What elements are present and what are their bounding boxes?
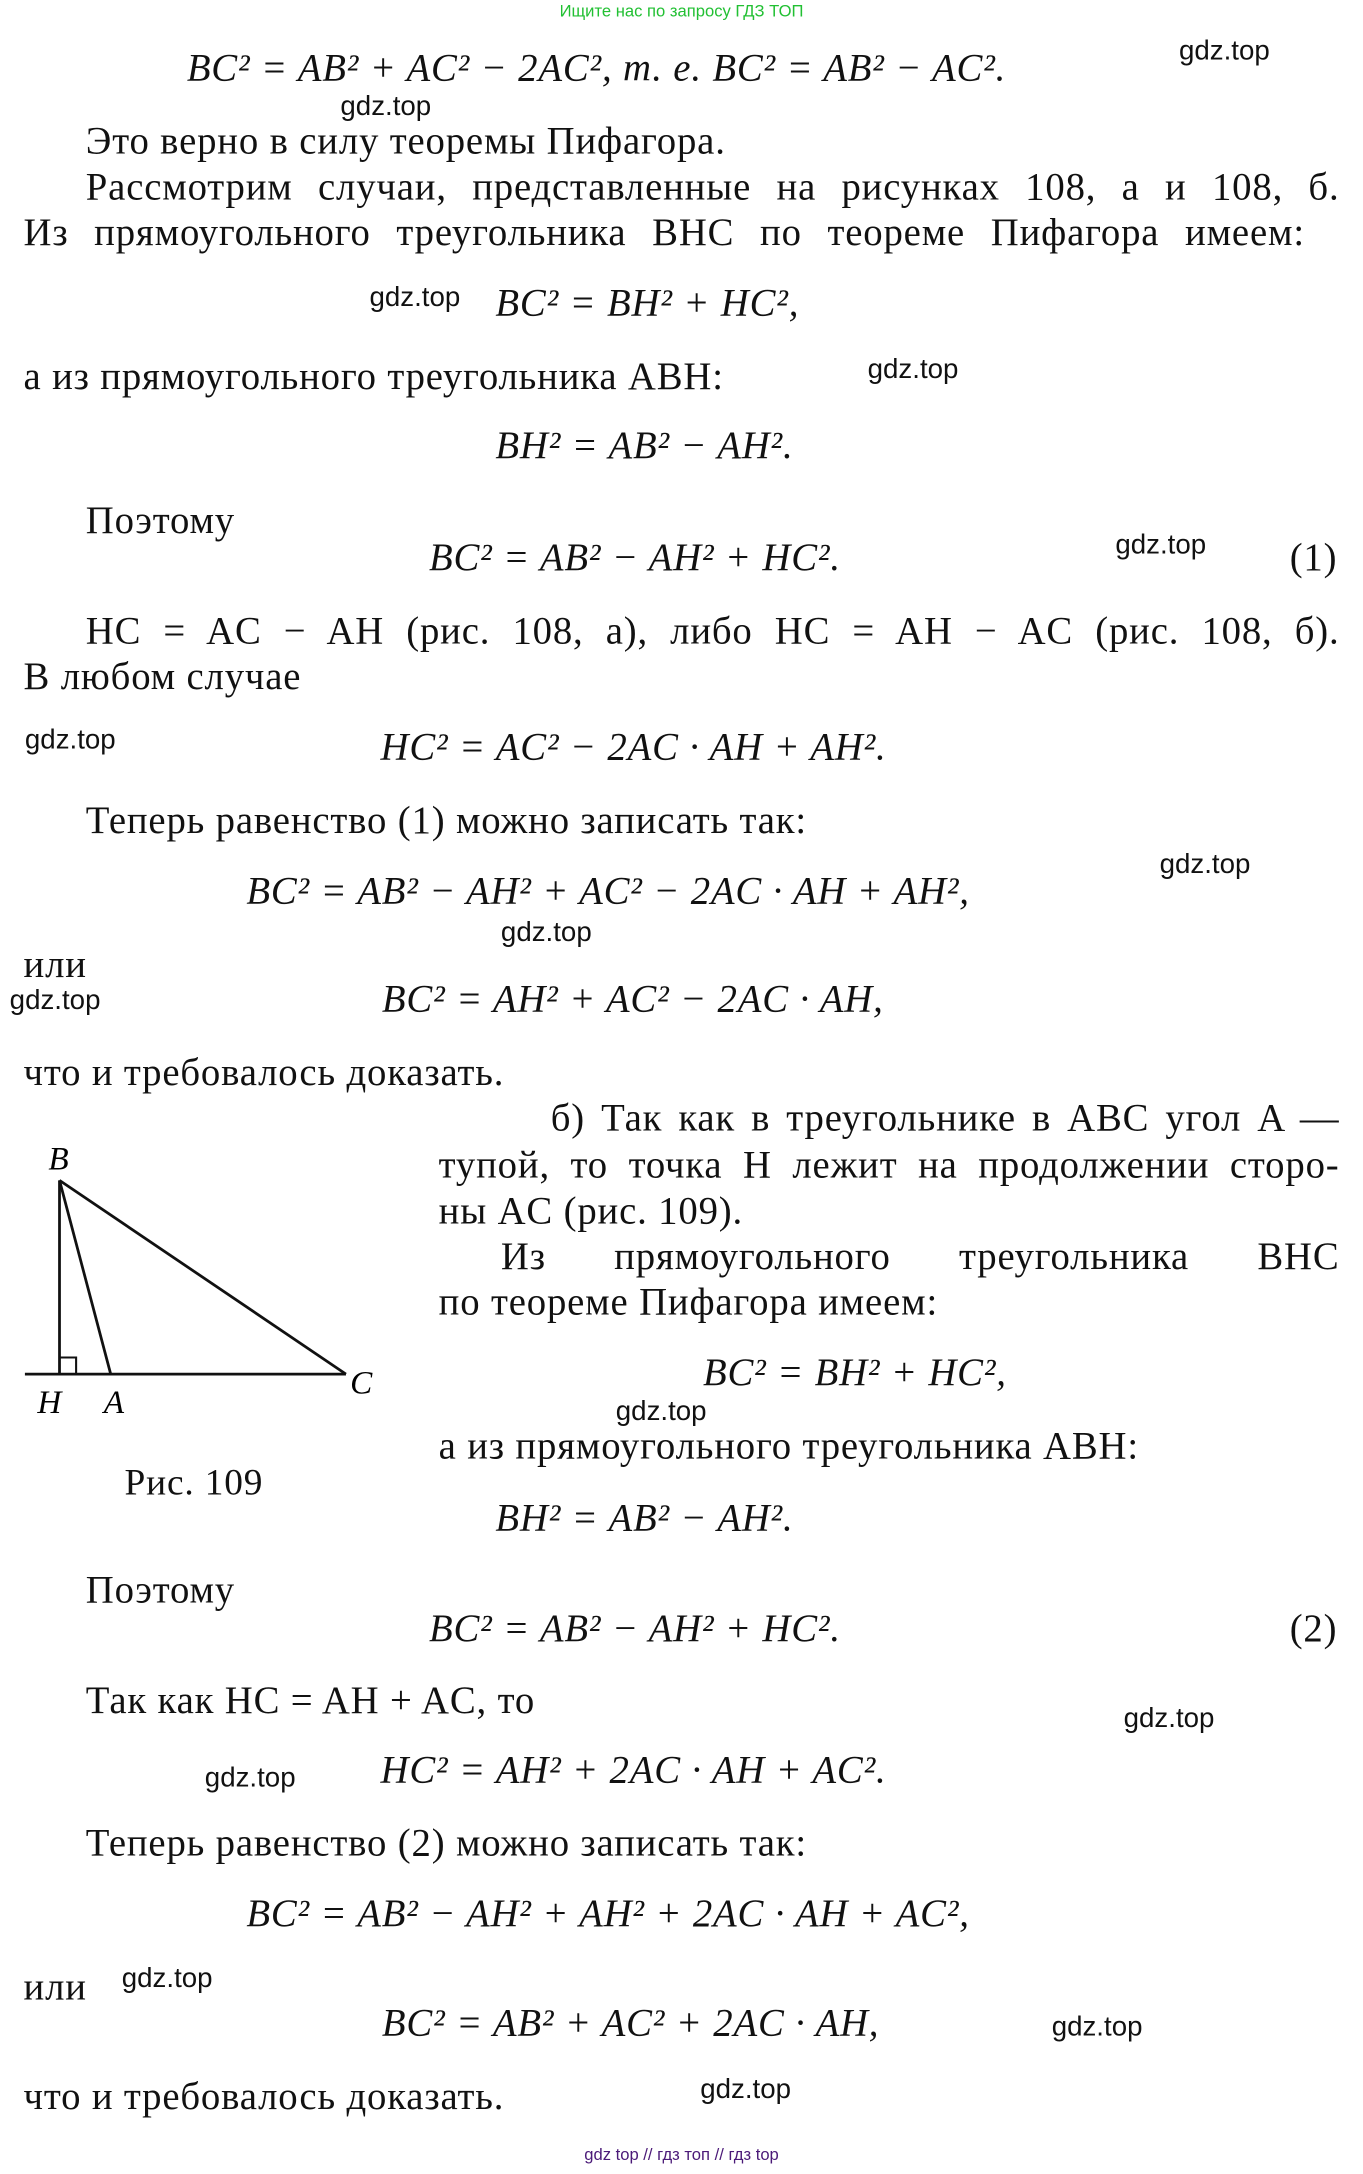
formula: BC² = AH² + AC² − 2AC · AH, bbox=[381, 978, 884, 1022]
paragraph-line: Из прямоугольного треугольника BHC bbox=[500, 1235, 1340, 1279]
watermark: gdz.top bbox=[1051, 2012, 1143, 2043]
watermark: gdz.top bbox=[867, 354, 959, 385]
formula: BC² = AB² − AH² + HC². bbox=[428, 1607, 841, 1651]
formula: BH² = AB² − AH². bbox=[495, 424, 794, 468]
footer-links[interactable]: gdz top // гдз топ // гдз top bbox=[584, 2144, 779, 2165]
paragraph-line: или bbox=[23, 943, 87, 987]
formula: BC² = BH² + HC², bbox=[495, 282, 800, 326]
right-angle-mark bbox=[60, 1358, 77, 1375]
paragraph-line: или bbox=[23, 1966, 87, 2010]
figure-109 bbox=[0, 1135, 415, 1509]
header-banner[interactable]: Ищите нас по запросу ГДЗ ТОП bbox=[559, 1, 804, 21]
formula: HC² = AC² − 2AC · AH + AH². bbox=[380, 726, 887, 770]
watermark: gdz.top bbox=[615, 1396, 707, 1427]
formula: HC² = AH² + 2AC · AH + AC². bbox=[380, 1749, 887, 1793]
watermark: gdz.top bbox=[340, 91, 432, 122]
formula: BC² = AB² + AC² + 2AC · AH, bbox=[381, 2002, 880, 2046]
label-h: H bbox=[37, 1383, 62, 1421]
paragraph-line: В любом случае bbox=[23, 655, 302, 699]
watermark: gdz.top bbox=[369, 282, 461, 313]
paragraph-line: ны AC (рис. 109). bbox=[438, 1190, 744, 1233]
equation-number: (2) bbox=[1289, 1607, 1338, 1651]
paragraph-line: а из прямоугольного треугольника ABH: bbox=[23, 355, 724, 399]
figure-caption: Рис. 109 bbox=[124, 1461, 264, 1503]
watermark: gdz.top bbox=[121, 1963, 213, 1995]
paragraph-line: HC = AC − AH (рис. 108, а), либо HC = AH − AC (рис. 108, б). bbox=[85, 610, 1340, 654]
paragraph-line: б) Так как в треугольнике в ABC угол A — bbox=[550, 1097, 1340, 1141]
paragraph-line: Теперь равенство (1) можно записать так: bbox=[85, 799, 808, 843]
paragraph-line: по теореме Пифагора имеем: bbox=[438, 1281, 939, 1325]
formula: BC² = BH² + HC², bbox=[702, 1351, 1007, 1395]
formula: BC² = AB² + AC² − 2AC², т. е. BC² = AB² − AC². bbox=[186, 47, 1007, 90]
paragraph-line: что и требовалось доказать. bbox=[23, 2075, 505, 2119]
label-c: C bbox=[350, 1364, 373, 1402]
watermark: gdz.top bbox=[1115, 529, 1207, 561]
paragraph-line: Это верно в силу теоремы Пифагора. bbox=[85, 120, 726, 164]
formula: BH² = AB² − AH². bbox=[495, 1497, 794, 1541]
watermark: gdz.top bbox=[9, 985, 101, 1016]
watermark: gdz.top bbox=[1159, 849, 1251, 881]
watermark: gdz.top bbox=[24, 725, 116, 756]
label-a: A bbox=[103, 1383, 125, 1421]
paragraph-line: Рассмотрим случаи, представленные на рисунках 108, а и 108, б. bbox=[85, 166, 1340, 209]
paragraph-line: Так как HC = AH + AC, то bbox=[85, 1679, 536, 1723]
formula: BC² = AB² − AH² + AH² + 2AC · AH + AC², bbox=[246, 1893, 970, 1936]
paragraph-line: Из прямоугольного треугольника BHC по теореме Пифагора имеем: bbox=[23, 211, 1305, 255]
formula: BC² = AB² − AH² + AC² − 2AC · AH + AH², bbox=[246, 870, 970, 914]
paragraph-line: тупой, то точка H лежит на продолжении сторо- bbox=[438, 1144, 1340, 1188]
watermark: gdz.top bbox=[700, 2074, 791, 2105]
watermark: gdz.top bbox=[1178, 35, 1270, 67]
watermark: gdz.top bbox=[500, 917, 592, 948]
paragraph-line: Поэтому bbox=[85, 499, 236, 543]
paragraph-line: что и требовалось доказать. bbox=[23, 1051, 505, 1095]
formula: BC² = AB² − AH² + HC². bbox=[428, 536, 841, 580]
label-b: B bbox=[48, 1140, 69, 1178]
paragraph-line: Теперь равенство (2) можно записать так: bbox=[85, 1822, 808, 1866]
paragraph-line: Поэтому bbox=[85, 1569, 236, 1613]
watermark: gdz.top bbox=[1123, 1703, 1215, 1734]
watermark: gdz.top bbox=[204, 1762, 296, 1794]
paragraph-line: а из прямоугольного треугольника ABH: bbox=[438, 1425, 1139, 1469]
equation-number: (1) bbox=[1289, 536, 1338, 580]
